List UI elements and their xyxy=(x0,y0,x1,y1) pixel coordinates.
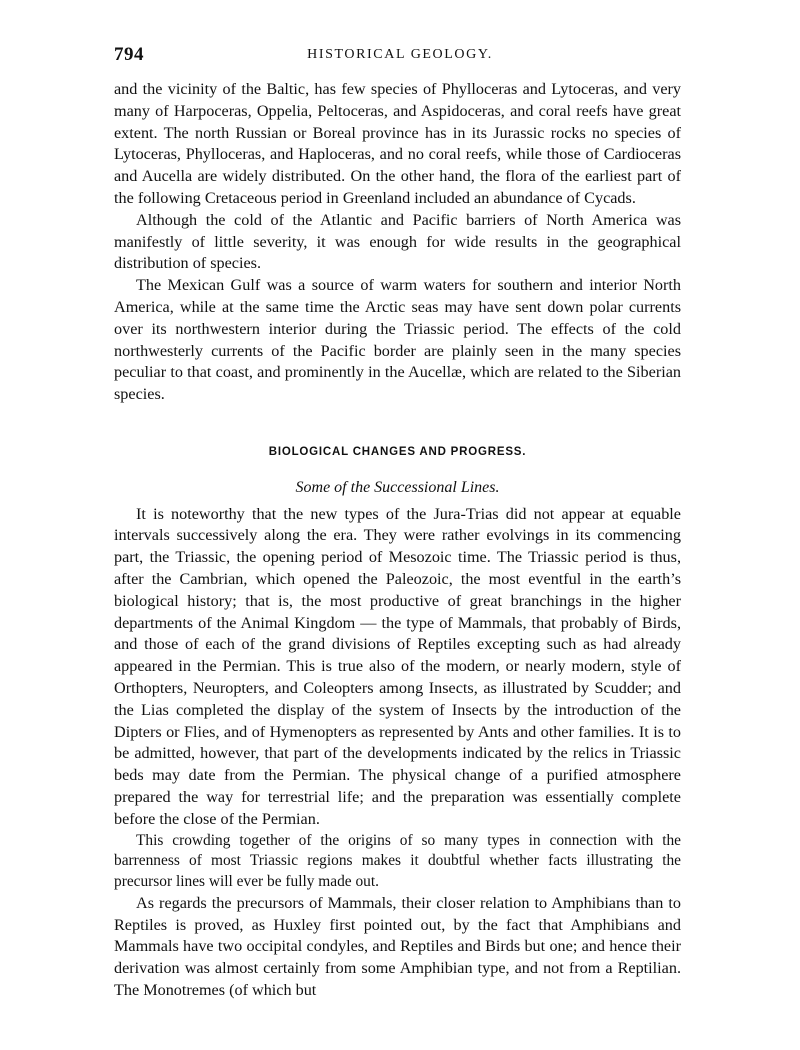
paragraph-continued: and the vicinity of the Baltic, has few species of Phylloceras and Lytoceras, and very many of Harpoceras, Oppelia, Peltoceras, and Aspidoceras, and coral reefs have great extent. The north Russian or Boreal province has in its Jurassic rocks no species of Lytoceras, Phylloceras, and Haploceras, and no coral reefs, while those of Cardioceras and Aucella are widely distributed. On the other hand, the flora of the earliest part of the following Cretaceous period in Greenland included an abundance of Cycads. xyxy=(114,80,681,207)
paragraph-mexican-gulf: The Mexican Gulf was a source of warm waters for southern and interior North America, while at the same time the Arctic seas may have sent down polar currents over its northwestern interior during the Triassic period. The effects of the cold northwesterly currents of the Pacific border are plainly seen in the many species peculiar to that coast, and prominently in the Aucellæ, which are related to the Siberian species. xyxy=(114,276,681,404)
paragraph-new-types: It is noteworthy that the new types of the Jura-Trias did not appear at equable intervals successively along the era. They were rather evolvings in its commencing part, the Triassic, the opening period of Mesozoic time. The Triassic period is thus, after the Cambrian, which opened the Paleozoic, the most eventful in the earth’s biological history; that is, the most productive of great branchings in the higher departments of the Animal Kingdom — the type of Mammals, that probably of Birds, and those of each of the grand divisions of Reptiles excepting such as had already appeared in the Permian. This is true also of the modern, or nearly modern, style of Orthopters, Neuropters, and Coleopters among Insects, as illustrated by Scudder; and the Lias completed the display of the system of Insects by the introduction of the Dipters or Flies, and of Hymenopters as represented by Ants and other families. It is to be admitted, however, that part of the developments indicated by the relics in Triassic beds may date from the Permian. The physical change of a purified atmosphere prepared the way for terrestrial life; and the preparation was essentially complete before the close of the Permian. xyxy=(114,504,681,828)
page-header xyxy=(114,44,686,68)
section-heading: BIOLOGICAL CHANGES AND PROGRESS. xyxy=(268,445,527,458)
page-number: 794 xyxy=(114,44,144,65)
paragraph-precursors-mammals: As regards the precursors of Mammals, their closer relation to Amphibians than to Reptiles is proved, as Huxley first pointed out, by the fact that Amphibians and Mammals have two occipital condyles, and Reptiles and Birds but one; and hence their derivation was almost certainly from some Amphibian type, and not from a Reptilian. The Monotremes (of which but xyxy=(114,893,681,1000)
section-subheading: Some of the Successional Lines. xyxy=(295,478,500,496)
running-head: HISTORICAL GEOLOGY. xyxy=(307,47,493,62)
page-body xyxy=(114,79,681,1002)
paragraph-crowding-origins: This crowding together of the origins of so many types in connection with the barrenness of most Triassic regions makes it doubtful whether facts illustrating the precursor lines will ever be fully made out. xyxy=(114,831,681,891)
paragraph-atlantic-pacific-barriers: Although the cold of the Atlantic and Pacific barriers of North America was manifestly of little severity, it was enough for wide results in the geographical distribution of species. xyxy=(114,210,681,273)
